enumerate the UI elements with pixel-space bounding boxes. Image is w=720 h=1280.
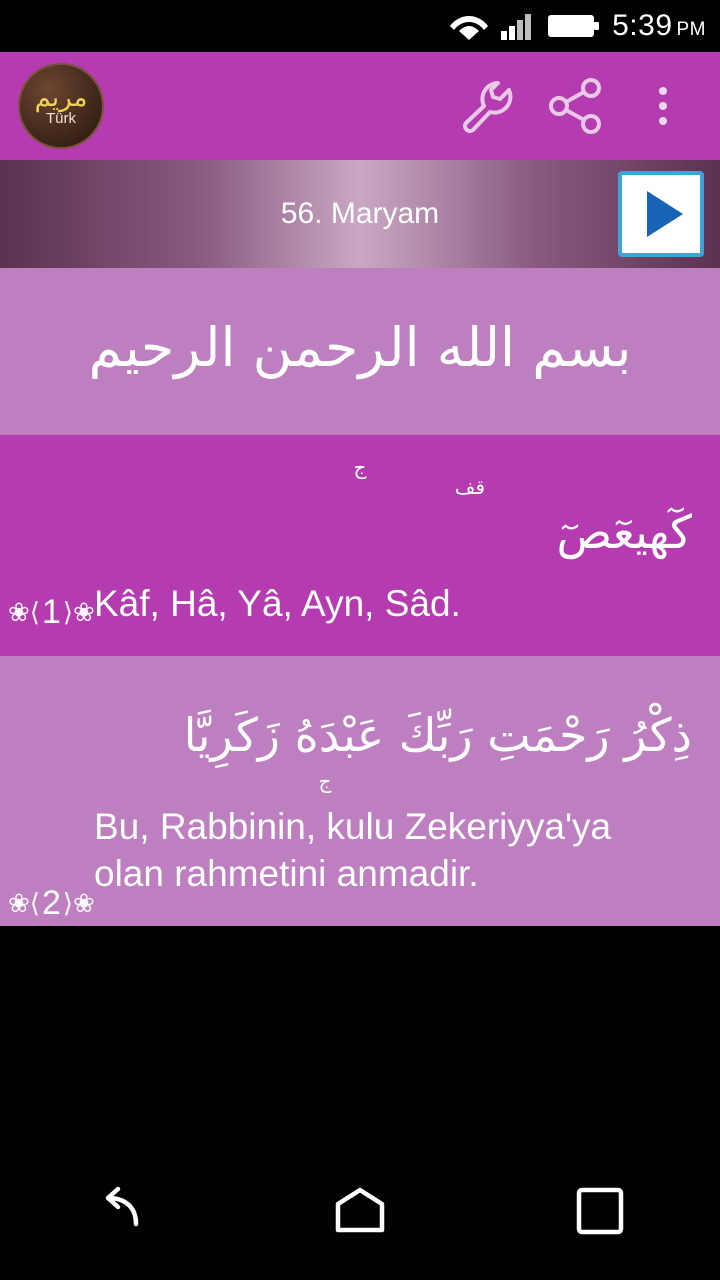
- verse-mark-small: ج: [318, 768, 332, 793]
- battery-icon: [548, 12, 600, 40]
- verse-mark-small: قف: [454, 474, 485, 499]
- verse-arabic: كٓهيعٓصٓ: [556, 504, 692, 559]
- signal-icon: [500, 11, 536, 41]
- status-bar: [0, 0, 720, 52]
- verse-mark-top: ج: [353, 454, 367, 479]
- verse-list[interactable]: [0, 268, 720, 1142]
- ornament-left-icon: ❀⟨: [8, 596, 40, 627]
- verse-number: 2: [41, 883, 61, 922]
- verse-number: 1: [41, 592, 61, 631]
- surah-title-bar: [0, 160, 720, 268]
- ornament-right-icon: ⟩❀: [62, 887, 95, 918]
- wrench-icon[interactable]: [448, 67, 526, 145]
- verse-number-badge: [8, 884, 95, 923]
- overflow-menu-icon[interactable]: [624, 67, 702, 145]
- system-nav-bar: [0, 1142, 720, 1280]
- play-icon: [647, 191, 683, 237]
- app-logo-label: Türk: [46, 110, 76, 127]
- home-nav-button[interactable]: [300, 1166, 420, 1256]
- back-nav-button[interactable]: [60, 1166, 180, 1256]
- surah-title: 56. Maryam: [280, 197, 440, 230]
- verse-number-badge: [8, 593, 95, 632]
- app-bar: [0, 52, 720, 160]
- verse-translation: Kâf, Hâ, Yâ, Ayn, Sâd.: [94, 583, 461, 625]
- recents-nav-button[interactable]: [540, 1166, 660, 1256]
- app-logo-arabic: مريم: [34, 82, 88, 112]
- share-icon[interactable]: [536, 67, 614, 145]
- ornament-left-icon: ❀⟨: [8, 887, 40, 918]
- verse-item[interactable]: [0, 656, 720, 926]
- verse-translation: Bu, Rabbinin, kulu Zekeriyya'ya olan rahmetini anmadir.: [94, 805, 612, 895]
- verse-item[interactable]: [0, 435, 720, 656]
- wifi-icon: [450, 11, 488, 41]
- app-logo[interactable]: [18, 63, 104, 149]
- verse-arabic: ذِكْرُ رَحْمَتِ رَبِّكَ عَبْدَهُ زَكَرِيَّا: [183, 707, 692, 762]
- basmala-text: بسم الله الرحمن الرحيم: [0, 268, 720, 435]
- status-clock: 5:39 PM: [612, 9, 706, 42]
- play-button[interactable]: [618, 171, 704, 257]
- ornament-right-icon: ⟩❀: [62, 596, 95, 627]
